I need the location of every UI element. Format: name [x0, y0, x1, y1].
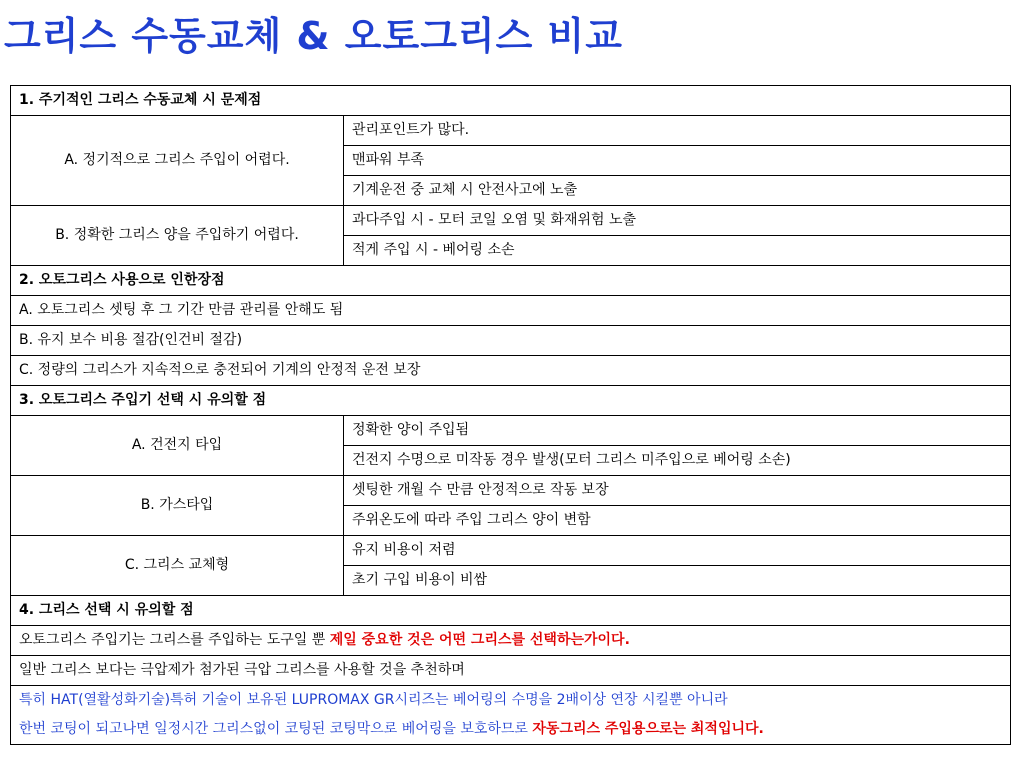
section-4-header: 4. 그리스 선택 시 유의할 점 — [11, 596, 1011, 626]
section-2-header: 2. 오토그리스 사용으로 인한장점 — [11, 266, 1011, 296]
section-1-header-row — [11, 86, 1011, 116]
section-3-header-row — [11, 386, 1011, 416]
section-4-row-1-highlight: 제일 중요한 것은 어떤 그리스를 선택하는가이다. — [329, 632, 630, 648]
section-1-group-a-item-2: 맨파워 부족 — [344, 146, 1011, 176]
section-3-group-a-item-2: 건전지 수명으로 미작동 경우 발생(모터 그리스 미주입으로 베어링 소손) — [344, 446, 1011, 476]
table-row — [11, 356, 1011, 386]
table-row — [11, 686, 1011, 745]
section-1-group-a-item-1: 관리포인트가 많다. — [344, 116, 1011, 146]
table-row — [11, 656, 1011, 686]
page-title: 그리스 수동교체 & 오토그리스 비교 — [4, 14, 623, 58]
section-2-row-a: A. 오토그리스 셋팅 후 그 기간 만큼 관리를 안해도 됨 — [11, 296, 1011, 326]
table-row — [11, 536, 1011, 566]
table-row — [11, 416, 1011, 446]
table-row — [11, 626, 1011, 656]
section-3-group-a-item-1: 정확한 양이 주입됨 — [344, 416, 1011, 446]
section-1-group-b-label: B. 정확한 그리스 양을 주입하기 어렵다. — [11, 206, 344, 266]
section-2-row-b: B. 유지 보수 비용 절감(인건비 절감) — [11, 326, 1011, 356]
table-row — [11, 326, 1011, 356]
table-row — [11, 206, 1011, 236]
comparison-table — [10, 85, 1011, 745]
table-row — [11, 116, 1011, 146]
section-4-row-1 — [11, 626, 1011, 656]
section-3-group-c-item-2: 초기 구입 비용이 비쌈 — [344, 566, 1011, 596]
table-row — [11, 296, 1011, 326]
section-1-group-a-item-3: 기계운전 중 교체 시 안전사고에 노출 — [344, 176, 1011, 206]
section-2-row-c: C. 정량의 그리스가 지속적으로 충전되어 기계의 안정적 운전 보장 — [11, 356, 1011, 386]
section-3-group-c-item-1: 유지 비용이 저렴 — [344, 536, 1011, 566]
section-3-group-a-label: A. 건전지 타입 — [11, 416, 344, 476]
section-3-group-b-label: B. 가스타입 — [11, 476, 344, 536]
table-row — [11, 476, 1011, 506]
section-1-group-b-item-1: 과다주입 시 - 모터 코일 오염 및 화재위험 노출 — [344, 206, 1011, 236]
section-4-row-3-line-2-highlight: 자동그리스 주입용으로는 최적입니다. — [532, 721, 764, 737]
section-4-header-row — [11, 596, 1011, 626]
section-4-row-1-plain: 오토그리스 주입기는 그리스를 주입하는 도구일 뿐 — [19, 632, 330, 648]
section-1-header: 1. 주기적인 그리스 수동교체 시 문제점 — [11, 86, 1011, 116]
section-3-header: 3. 오토그리스 주입기 선택 시 유의할 점 — [11, 386, 1011, 416]
section-3-group-b-item-2: 주위온도에 따라 주입 그리스 양이 변함 — [344, 506, 1011, 536]
section-4-row-3-line-2-blue: 한번 코팅이 되고나면 일정시간 그리스없이 코팅된 코팅막으로 베어링을 보호하므로 — [19, 721, 533, 737]
section-2-header-row — [11, 266, 1011, 296]
section-1-group-a-label: A. 정기적으로 그리스 주입이 어렵다. — [11, 116, 344, 206]
section-4-row-3 — [11, 686, 1011, 745]
section-4-row-3-line-1: 특히 HAT(열활성화기술)특허 기술이 보유된 LUPROMAX GR시리즈는 베어링의 수명을 2배이상 연장 시킬뿐 아니라 — [19, 692, 728, 708]
section-4-row-2: 일반 그리스 보다는 극압제가 첨가된 극압 그리스를 사용할 것을 추천하며 — [11, 656, 1011, 686]
section-3-group-b-item-1: 셋팅한 개월 수 만큼 안정적으로 작동 보장 — [344, 476, 1011, 506]
section-1-group-b-item-2: 적게 주입 시 - 베어링 소손 — [344, 236, 1011, 266]
section-3-group-c-label: C. 그리스 교체형 — [11, 536, 344, 596]
